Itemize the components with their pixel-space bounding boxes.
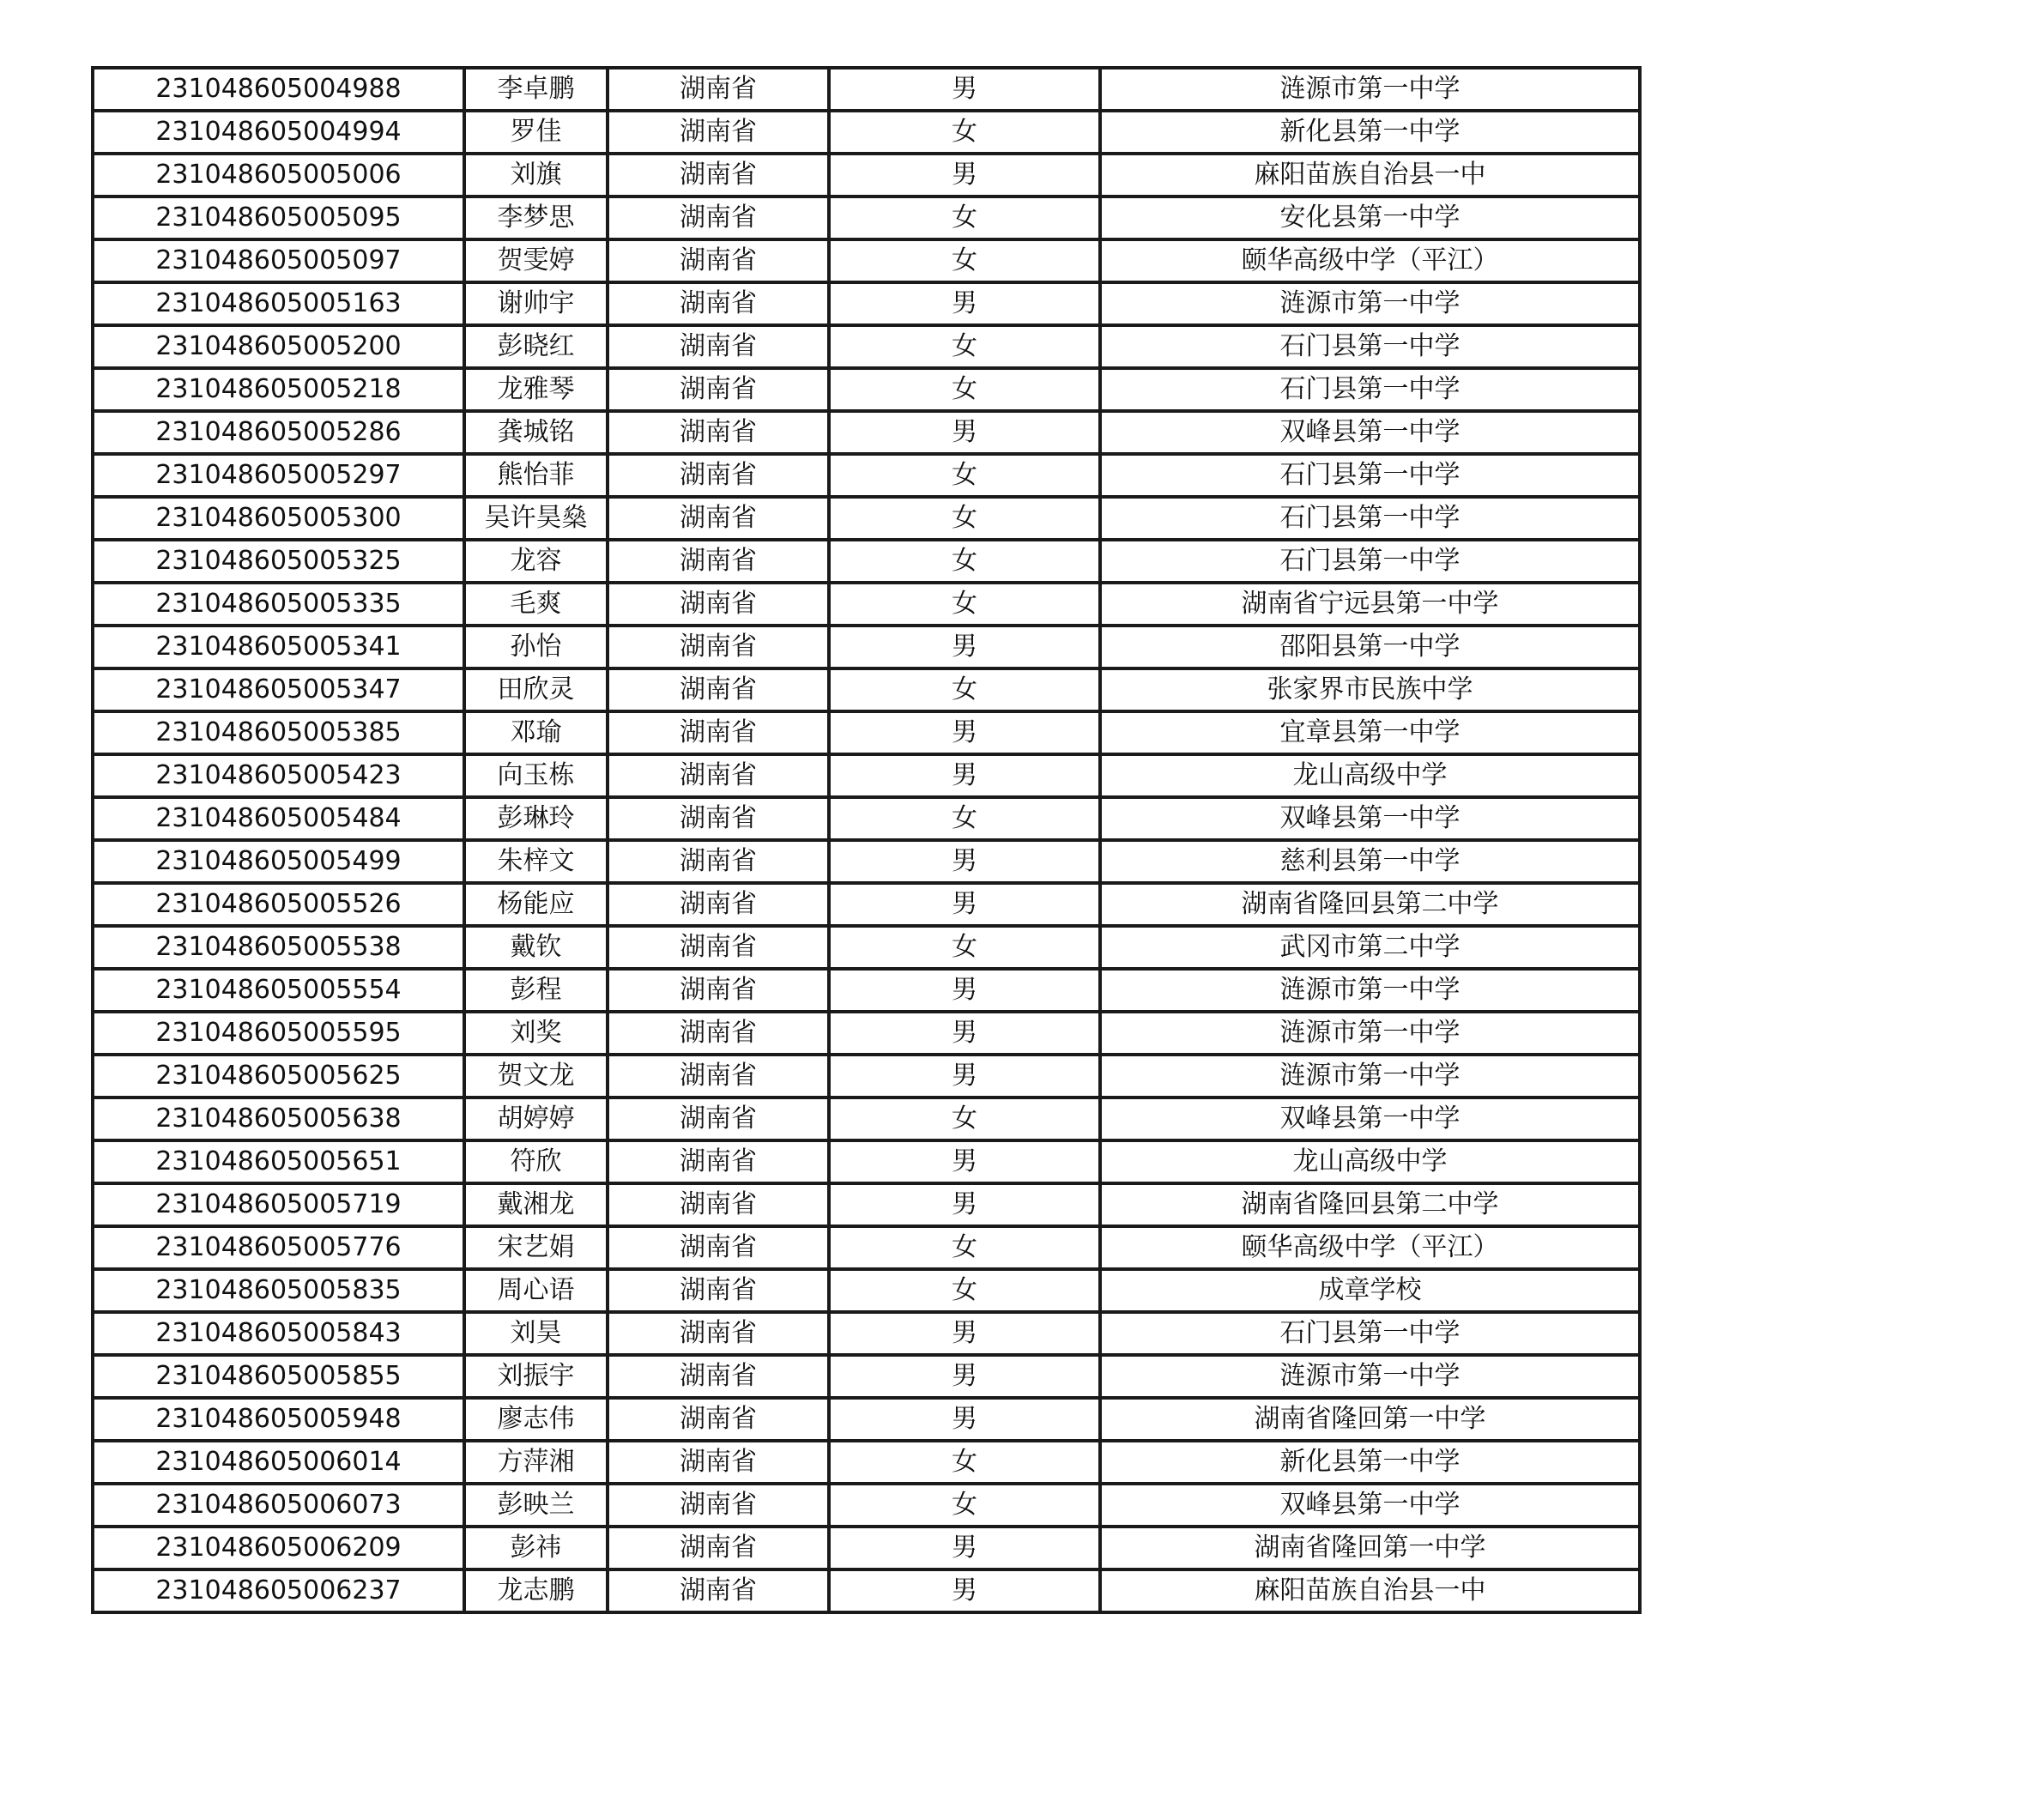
province-cell: 湖南省 bbox=[608, 411, 829, 454]
student-name-cell: 谢帅宇 bbox=[464, 282, 608, 325]
exam-number-cell: 231048605005335 bbox=[93, 583, 464, 626]
province-cell: 湖南省 bbox=[608, 1398, 829, 1441]
gender-cell: 女 bbox=[829, 1098, 1100, 1140]
student-name-cell: 宋艺娟 bbox=[464, 1226, 608, 1269]
table-row bbox=[93, 197, 1640, 239]
table-row bbox=[93, 969, 1640, 1012]
province-cell: 湖南省 bbox=[608, 1269, 829, 1312]
gender-cell: 男 bbox=[829, 1183, 1100, 1226]
school-name-cell: 湖南省隆回第一中学 bbox=[1100, 1527, 1640, 1569]
school-name-cell: 颐华高级中学（平江） bbox=[1100, 1226, 1640, 1269]
school-name-cell: 双峰县第一中学 bbox=[1100, 797, 1640, 840]
table-row bbox=[93, 1441, 1640, 1484]
school-name-cell: 龙山高级中学 bbox=[1100, 1140, 1640, 1183]
exam-number-cell: 231048605005948 bbox=[93, 1398, 464, 1441]
gender-cell: 男 bbox=[829, 1569, 1100, 1612]
table-row bbox=[93, 1140, 1640, 1183]
province-cell: 湖南省 bbox=[608, 325, 829, 368]
school-name-cell: 涟源市第一中学 bbox=[1100, 1055, 1640, 1098]
gender-cell: 男 bbox=[829, 840, 1100, 883]
exam-number-cell: 231048605005006 bbox=[93, 154, 464, 197]
exam-number-cell: 231048605005347 bbox=[93, 668, 464, 711]
province-cell: 湖南省 bbox=[608, 1012, 829, 1055]
student-name-cell: 戴湘龙 bbox=[464, 1183, 608, 1226]
exam-number-cell: 231048605006237 bbox=[93, 1569, 464, 1612]
table-row bbox=[93, 325, 1640, 368]
table-row bbox=[93, 668, 1640, 711]
exam-number-cell: 231048605005625 bbox=[93, 1055, 464, 1098]
province-cell: 湖南省 bbox=[608, 497, 829, 540]
province-cell: 湖南省 bbox=[608, 1527, 829, 1569]
student-name-cell: 田欣灵 bbox=[464, 668, 608, 711]
student-name-cell: 吴许昊燊 bbox=[464, 497, 608, 540]
table-row bbox=[93, 111, 1640, 154]
exam-number-cell: 231048605005595 bbox=[93, 1012, 464, 1055]
school-name-cell: 涟源市第一中学 bbox=[1100, 969, 1640, 1012]
table-row bbox=[93, 540, 1640, 583]
gender-cell: 男 bbox=[829, 68, 1100, 111]
student-name-cell: 龙志鹏 bbox=[464, 1569, 608, 1612]
school-name-cell: 龙山高级中学 bbox=[1100, 754, 1640, 797]
table-row bbox=[93, 840, 1640, 883]
student-name-cell: 彭祎 bbox=[464, 1527, 608, 1569]
exam-number-cell: 231048605005200 bbox=[93, 325, 464, 368]
gender-cell: 女 bbox=[829, 797, 1100, 840]
school-name-cell: 宜章县第一中学 bbox=[1100, 711, 1640, 754]
school-name-cell: 麻阳苗族自治县一中 bbox=[1100, 1569, 1640, 1612]
gender-cell: 女 bbox=[829, 540, 1100, 583]
gender-cell: 男 bbox=[829, 969, 1100, 1012]
school-name-cell: 颐华高级中学（平江） bbox=[1100, 239, 1640, 282]
school-name-cell: 湖南省隆回第一中学 bbox=[1100, 1398, 1640, 1441]
exam-number-cell: 231048605005218 bbox=[93, 368, 464, 411]
exam-number-cell: 231048605005526 bbox=[93, 883, 464, 926]
student-name-cell: 方萍湘 bbox=[464, 1441, 608, 1484]
gender-cell: 男 bbox=[829, 1355, 1100, 1398]
student-name-cell: 刘昊 bbox=[464, 1312, 608, 1355]
exam-number-cell: 231048605005776 bbox=[93, 1226, 464, 1269]
exam-number-cell: 231048605005286 bbox=[93, 411, 464, 454]
table-row bbox=[93, 1398, 1640, 1441]
exam-number-cell: 231048605005300 bbox=[93, 497, 464, 540]
student-name-cell: 刘振宇 bbox=[464, 1355, 608, 1398]
student-name-cell: 周心语 bbox=[464, 1269, 608, 1312]
exam-number-cell: 231048605005651 bbox=[93, 1140, 464, 1183]
school-name-cell: 成章学校 bbox=[1100, 1269, 1640, 1312]
gender-cell: 女 bbox=[829, 368, 1100, 411]
gender-cell: 女 bbox=[829, 197, 1100, 239]
school-name-cell: 慈利县第一中学 bbox=[1100, 840, 1640, 883]
table-row bbox=[93, 1098, 1640, 1140]
student-name-cell: 李梦思 bbox=[464, 197, 608, 239]
table-row bbox=[93, 454, 1640, 497]
gender-cell: 女 bbox=[829, 1484, 1100, 1527]
province-cell: 湖南省 bbox=[608, 1441, 829, 1484]
table-row bbox=[93, 583, 1640, 626]
gender-cell: 男 bbox=[829, 754, 1100, 797]
province-cell: 湖南省 bbox=[608, 926, 829, 969]
roster-table-body bbox=[93, 68, 1640, 1612]
student-name-cell: 邓瑜 bbox=[464, 711, 608, 754]
gender-cell: 男 bbox=[829, 1527, 1100, 1569]
school-name-cell: 新化县第一中学 bbox=[1100, 1441, 1640, 1484]
gender-cell: 女 bbox=[829, 1226, 1100, 1269]
school-name-cell: 涟源市第一中学 bbox=[1100, 68, 1640, 111]
exam-number-cell: 231048605005385 bbox=[93, 711, 464, 754]
school-name-cell: 石门县第一中学 bbox=[1100, 540, 1640, 583]
province-cell: 湖南省 bbox=[608, 1098, 829, 1140]
table-row bbox=[93, 1226, 1640, 1269]
province-cell: 湖南省 bbox=[608, 797, 829, 840]
student-name-cell: 孙怡 bbox=[464, 626, 608, 668]
gender-cell: 男 bbox=[829, 1312, 1100, 1355]
student-name-cell: 彭映兰 bbox=[464, 1484, 608, 1527]
gender-cell: 男 bbox=[829, 626, 1100, 668]
table-row bbox=[93, 1312, 1640, 1355]
table-row bbox=[93, 239, 1640, 282]
table-row bbox=[93, 68, 1640, 111]
province-cell: 湖南省 bbox=[608, 754, 829, 797]
student-name-cell: 向玉栋 bbox=[464, 754, 608, 797]
exam-number-cell: 231048605005499 bbox=[93, 840, 464, 883]
student-name-cell: 杨能应 bbox=[464, 883, 608, 926]
school-name-cell: 石门县第一中学 bbox=[1100, 325, 1640, 368]
school-name-cell: 麻阳苗族自治县一中 bbox=[1100, 154, 1640, 197]
student-name-cell: 李卓鹏 bbox=[464, 68, 608, 111]
student-name-cell: 贺文龙 bbox=[464, 1055, 608, 1098]
school-name-cell: 安化县第一中学 bbox=[1100, 197, 1640, 239]
school-name-cell: 张家界市民族中学 bbox=[1100, 668, 1640, 711]
gender-cell: 男 bbox=[829, 711, 1100, 754]
table-row bbox=[93, 711, 1640, 754]
table-row bbox=[93, 1569, 1640, 1612]
gender-cell: 女 bbox=[829, 239, 1100, 282]
exam-number-cell: 231048605005554 bbox=[93, 969, 464, 1012]
table-row bbox=[93, 497, 1640, 540]
province-cell: 湖南省 bbox=[608, 840, 829, 883]
table-row bbox=[93, 797, 1640, 840]
student-name-cell: 彭晓红 bbox=[464, 325, 608, 368]
province-cell: 湖南省 bbox=[608, 368, 829, 411]
student-name-cell: 龙雅琴 bbox=[464, 368, 608, 411]
school-name-cell: 涟源市第一中学 bbox=[1100, 282, 1640, 325]
exam-number-cell: 231048605005163 bbox=[93, 282, 464, 325]
table-row bbox=[93, 1183, 1640, 1226]
student-name-cell: 熊怡菲 bbox=[464, 454, 608, 497]
school-name-cell: 石门县第一中学 bbox=[1100, 368, 1640, 411]
exam-number-cell: 231048605005325 bbox=[93, 540, 464, 583]
table-row bbox=[93, 626, 1640, 668]
gender-cell: 女 bbox=[829, 1441, 1100, 1484]
gender-cell: 男 bbox=[829, 1140, 1100, 1183]
province-cell: 湖南省 bbox=[608, 454, 829, 497]
gender-cell: 女 bbox=[829, 497, 1100, 540]
student-name-cell: 毛爽 bbox=[464, 583, 608, 626]
province-cell: 湖南省 bbox=[608, 282, 829, 325]
table-row bbox=[93, 1527, 1640, 1569]
gender-cell: 男 bbox=[829, 1398, 1100, 1441]
school-name-cell: 双峰县第一中学 bbox=[1100, 411, 1640, 454]
table-row bbox=[93, 1484, 1640, 1527]
student-name-cell: 刘旗 bbox=[464, 154, 608, 197]
exam-number-cell: 231048605005835 bbox=[93, 1269, 464, 1312]
province-cell: 湖南省 bbox=[608, 626, 829, 668]
table-row bbox=[93, 154, 1640, 197]
province-cell: 湖南省 bbox=[608, 583, 829, 626]
gender-cell: 男 bbox=[829, 282, 1100, 325]
province-cell: 湖南省 bbox=[608, 239, 829, 282]
province-cell: 湖南省 bbox=[608, 1140, 829, 1183]
gender-cell: 男 bbox=[829, 883, 1100, 926]
student-name-cell: 朱梓文 bbox=[464, 840, 608, 883]
gender-cell: 女 bbox=[829, 1269, 1100, 1312]
exam-number-cell: 231048605005719 bbox=[93, 1183, 464, 1226]
student-name-cell: 彭琳玲 bbox=[464, 797, 608, 840]
exam-number-cell: 231048605005297 bbox=[93, 454, 464, 497]
table-row bbox=[93, 1355, 1640, 1398]
student-name-cell: 彭程 bbox=[464, 969, 608, 1012]
province-cell: 湖南省 bbox=[608, 197, 829, 239]
province-cell: 湖南省 bbox=[608, 1569, 829, 1612]
school-name-cell: 武冈市第二中学 bbox=[1100, 926, 1640, 969]
exam-number-cell: 231048605005484 bbox=[93, 797, 464, 840]
exam-number-cell: 231048605006073 bbox=[93, 1484, 464, 1527]
school-name-cell: 涟源市第一中学 bbox=[1100, 1355, 1640, 1398]
student-name-cell: 刘奖 bbox=[464, 1012, 608, 1055]
province-cell: 湖南省 bbox=[608, 1183, 829, 1226]
table-row bbox=[93, 883, 1640, 926]
exam-number-cell: 231048605004988 bbox=[93, 68, 464, 111]
student-name-cell: 胡婷婷 bbox=[464, 1098, 608, 1140]
gender-cell: 男 bbox=[829, 1012, 1100, 1055]
student-name-cell: 符欣 bbox=[464, 1140, 608, 1183]
province-cell: 湖南省 bbox=[608, 1055, 829, 1098]
school-name-cell: 湖南省隆回县第二中学 bbox=[1100, 883, 1640, 926]
gender-cell: 男 bbox=[829, 154, 1100, 197]
student-name-cell: 贺雯婷 bbox=[464, 239, 608, 282]
gender-cell: 女 bbox=[829, 454, 1100, 497]
exam-number-cell: 231048605005638 bbox=[93, 1098, 464, 1140]
table-row bbox=[93, 368, 1640, 411]
exam-number-cell: 231048605005843 bbox=[93, 1312, 464, 1355]
exam-number-cell: 231048605005341 bbox=[93, 626, 464, 668]
province-cell: 湖南省 bbox=[608, 1484, 829, 1527]
table-row bbox=[93, 1012, 1640, 1055]
gender-cell: 男 bbox=[829, 411, 1100, 454]
province-cell: 湖南省 bbox=[608, 969, 829, 1012]
exam-number-cell: 231048605005423 bbox=[93, 754, 464, 797]
school-name-cell: 涟源市第一中学 bbox=[1100, 1012, 1640, 1055]
province-cell: 湖南省 bbox=[608, 68, 829, 111]
exam-number-cell: 231048605005097 bbox=[93, 239, 464, 282]
table-row bbox=[93, 1269, 1640, 1312]
province-cell: 湖南省 bbox=[608, 711, 829, 754]
school-name-cell: 邵阳县第一中学 bbox=[1100, 626, 1640, 668]
school-name-cell: 石门县第一中学 bbox=[1100, 497, 1640, 540]
gender-cell: 女 bbox=[829, 668, 1100, 711]
school-name-cell: 双峰县第一中学 bbox=[1100, 1484, 1640, 1527]
school-name-cell: 湖南省隆回县第二中学 bbox=[1100, 1183, 1640, 1226]
student-name-cell: 廖志伟 bbox=[464, 1398, 608, 1441]
student-name-cell: 龙容 bbox=[464, 540, 608, 583]
province-cell: 湖南省 bbox=[608, 154, 829, 197]
student-name-cell: 罗佳 bbox=[464, 111, 608, 154]
table-row bbox=[93, 754, 1640, 797]
student-name-cell: 龚城铭 bbox=[464, 411, 608, 454]
school-name-cell: 石门县第一中学 bbox=[1100, 1312, 1640, 1355]
exam-number-cell: 231048605005095 bbox=[93, 197, 464, 239]
exam-number-cell: 231048605004994 bbox=[93, 111, 464, 154]
exam-number-cell: 231048605005538 bbox=[93, 926, 464, 969]
school-name-cell: 石门县第一中学 bbox=[1100, 454, 1640, 497]
student-roster-table bbox=[91, 66, 1642, 1614]
table-row bbox=[93, 1055, 1640, 1098]
province-cell: 湖南省 bbox=[608, 111, 829, 154]
gender-cell: 女 bbox=[829, 926, 1100, 969]
province-cell: 湖南省 bbox=[608, 540, 829, 583]
student-name-cell: 戴钦 bbox=[464, 926, 608, 969]
table-row bbox=[93, 282, 1640, 325]
gender-cell: 女 bbox=[829, 583, 1100, 626]
gender-cell: 女 bbox=[829, 325, 1100, 368]
exam-number-cell: 231048605005855 bbox=[93, 1355, 464, 1398]
exam-number-cell: 231048605006209 bbox=[93, 1527, 464, 1569]
school-name-cell: 湖南省宁远县第一中学 bbox=[1100, 583, 1640, 626]
school-name-cell: 新化县第一中学 bbox=[1100, 111, 1640, 154]
province-cell: 湖南省 bbox=[608, 1226, 829, 1269]
province-cell: 湖南省 bbox=[608, 668, 829, 711]
province-cell: 湖南省 bbox=[608, 1355, 829, 1398]
province-cell: 湖南省 bbox=[608, 1312, 829, 1355]
table-row bbox=[93, 411, 1640, 454]
province-cell: 湖南省 bbox=[608, 883, 829, 926]
gender-cell: 女 bbox=[829, 111, 1100, 154]
table-row bbox=[93, 926, 1640, 969]
exam-number-cell: 231048605006014 bbox=[93, 1441, 464, 1484]
school-name-cell: 双峰县第一中学 bbox=[1100, 1098, 1640, 1140]
gender-cell: 男 bbox=[829, 1055, 1100, 1098]
